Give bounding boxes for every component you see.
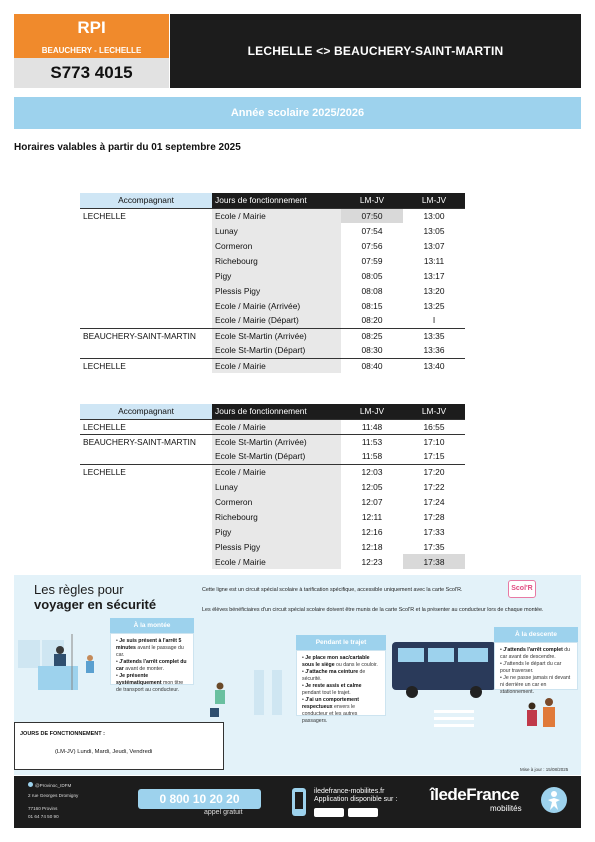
table-row: [80, 539, 465, 554]
step-trip-list: [297, 651, 385, 729]
time-cell: 12:11: [341, 509, 403, 524]
step-alighting-item: • J'attends le départ du car pour traverser.: [500, 661, 562, 674]
time-cell: 11:58: [341, 449, 403, 464]
stop-cell: Ecole St-Martin (Départ): [212, 449, 341, 464]
commune-cell: [80, 238, 212, 253]
time-cell: 11:48: [341, 419, 403, 434]
commune-cell: [80, 268, 212, 283]
step-boarding-item: • J'attends l'arrêt complet du car avant de monter.: [116, 659, 187, 672]
app-availability: Application disponible sur :: [314, 796, 398, 803]
time-cell: 17:35: [403, 539, 465, 554]
time-cell: 08:08: [341, 283, 403, 298]
table-row: [80, 419, 465, 434]
commune-cell: [80, 313, 212, 328]
contact-phone: 01 64 74 50 90: [28, 814, 59, 819]
table-row: [80, 479, 465, 494]
google-play-badge[interactable]: [314, 808, 344, 817]
stop-cell: Ecole / Mairie (Arrivée): [212, 298, 341, 313]
time-cell: 07:59: [341, 253, 403, 268]
time-cell: 17:10: [403, 434, 465, 449]
time-cell: 13:36: [403, 343, 465, 358]
free-call-note: appel gratuit: [204, 809, 243, 816]
time-cell: 12:07: [341, 494, 403, 509]
validity-text: Horaires valables à partir du 01 septembre 2025: [14, 142, 241, 153]
col-accompagnant: Accompagnant: [80, 404, 212, 419]
time-cell: 12:16: [341, 524, 403, 539]
days-legend-value: (LM-JV) Lundi, Mardi, Jeudi, Vendredi: [55, 749, 153, 755]
idfm-logo-mark: [540, 786, 568, 814]
commune-cell: [80, 554, 212, 569]
step-boarding-title: À la montée: [110, 618, 194, 633]
col-accompagnant: Accompagnant: [80, 193, 212, 208]
step-alighting-title: À la descente: [494, 627, 578, 642]
time-cell: 07:50: [341, 208, 403, 223]
free-phone-number[interactable]: 0 800 10 20 20: [138, 789, 261, 809]
rules-title-strong: voyager en sécurité: [34, 597, 157, 612]
table-row: [80, 524, 465, 539]
commune-cell: [80, 253, 212, 268]
smartphone-icon: [290, 786, 308, 818]
idfm-logo: îledeFrance: [430, 785, 519, 804]
col-days-2: LM-JV: [403, 404, 465, 419]
stop-cell: Ecole St-Martin (Arrivée): [212, 328, 341, 343]
time-cell: 08:40: [341, 358, 403, 373]
child-figure: [87, 655, 93, 661]
commune-cell: [80, 509, 212, 524]
time-cell: 13:35: [403, 328, 465, 343]
col-stop: Jours de fonctionnement: [212, 193, 341, 208]
stop-cell: Cormeron: [212, 494, 341, 509]
commune-cell: LECHELLE: [80, 419, 212, 434]
table-row: [80, 554, 465, 569]
time-cell: 13:40: [403, 358, 465, 373]
step-boarding-item: • Je présente systématiquement mon titre de transport au conducteur.: [116, 673, 184, 693]
commune-cell: [80, 524, 212, 539]
step-boarding-item: • Je suis présent à l'arrêt 5 minutes avant le passage du car.: [116, 638, 184, 658]
time-cell: 11:53: [341, 434, 403, 449]
time-cell: 13:20: [403, 283, 465, 298]
line-code: S773 4015: [14, 58, 169, 88]
table-row: [80, 238, 465, 253]
stop-cell: Ecole / Mairie: [212, 208, 341, 223]
timetable-afternoon: [80, 404, 465, 569]
route-title: LECHELLE <> BEAUCHERY-SAINT-MARTIN: [170, 14, 581, 88]
commune-cell: [80, 479, 212, 494]
rules-paragraph-1: Cette ligne est un circuit spécial scolaire à tarification spécifique, accessible uniquement avec la carte Scol'R.: [202, 587, 463, 593]
stop-cell: Ecole St-Martin (Départ): [212, 343, 341, 358]
time-cell: 17:24: [403, 494, 465, 509]
commune-cell: LECHELLE: [80, 358, 212, 373]
waiting-child: [217, 683, 224, 690]
scolr-card-logo: Scol'R: [508, 580, 536, 598]
table-row: [80, 313, 465, 328]
step-trip-title: Pendant le trajet: [296, 635, 386, 650]
col-days-2: LM-JV: [403, 193, 465, 208]
step-alighting-item: • Je ne passe jamais ni devant ni derrière un car en stationnement.: [500, 675, 571, 695]
time-cell: 08:05: [341, 268, 403, 283]
commune-cell: BEAUCHERY-SAINT-MARTIN: [80, 434, 212, 449]
table-row: [80, 223, 465, 238]
commune-cell: [80, 343, 212, 358]
address-line-2: 77160 Provins: [28, 806, 58, 811]
table-row: [80, 449, 465, 464]
stop-cell: Ecole / Mairie: [212, 419, 341, 434]
timetable-morning: [80, 193, 465, 373]
time-cell: 12:05: [341, 479, 403, 494]
rules-paragraph-2: Les élèves bénéficiaires d'un circuit spécial scolaire doivent être munis de la carte Scol'R et la présenter au conducteur lors de chaque montée.: [202, 607, 544, 613]
time-cell: 17:15: [403, 449, 465, 464]
time-cell: 08:20: [341, 313, 403, 328]
commune-cell: [80, 283, 212, 298]
network-subtitle: BEAUCHERY - LECHELLE: [41, 46, 142, 55]
step-alighting-list: [495, 643, 577, 700]
days-legend-title: JOURS DE FONCTIONNEMENT :: [20, 731, 105, 737]
col-days-1: LM-JV: [341, 404, 403, 419]
social-handle[interactable]: @Provinoc_IDFM: [28, 782, 71, 788]
time-cell: 07:54: [341, 223, 403, 238]
commune-cell: [80, 223, 212, 238]
col-days-1: LM-JV: [341, 193, 403, 208]
stop-cell: Richebourg: [212, 509, 341, 524]
commune-cell: [80, 449, 212, 464]
time-cell: 08:30: [341, 343, 403, 358]
step-trip-item: • J'ai un comportement respectueux envers le conducteur et les autres passagers.: [302, 697, 359, 724]
address-line-1: 2 rue Georges Dromigny: [28, 793, 79, 798]
table-row: [80, 509, 465, 524]
table-row: [80, 494, 465, 509]
time-cell: 17:20: [403, 464, 465, 479]
time-cell: 17:28: [403, 509, 465, 524]
step-boarding-list: [111, 634, 193, 698]
rules-title: Les règles pour: [34, 582, 124, 597]
driver-figure: [56, 646, 64, 654]
time-cell: 13:17: [403, 268, 465, 283]
days-legend: [14, 722, 224, 770]
stop-cell: Ecole / Mairie: [212, 464, 341, 479]
table-row: [80, 434, 465, 449]
stop-cell: Pigy: [212, 524, 341, 539]
commune-cell: LECHELLE: [80, 208, 212, 223]
time-cell: I: [403, 313, 465, 328]
stop-cell: Lunay: [212, 223, 341, 238]
step-boarding-box: [110, 633, 194, 693]
stop-cell: Ecole / Mairie: [212, 554, 341, 569]
network-name: RPI: [77, 18, 106, 37]
time-cell: 13:07: [403, 238, 465, 253]
table-row: [80, 253, 465, 268]
table-row: [80, 208, 465, 223]
table-row: [80, 298, 465, 313]
col-stop: Jours de fonctionnement: [212, 404, 341, 419]
stop-cell: Pigy: [212, 268, 341, 283]
stop-cell: Ecole / Mairie: [212, 358, 341, 373]
table-row: [80, 283, 465, 298]
commune-cell: [80, 298, 212, 313]
stop-cell: Ecole / Mairie (Départ): [212, 313, 341, 328]
commune-cell: [80, 494, 212, 509]
idfm-logo-subtitle: mobilités: [490, 804, 522, 813]
step-trip-item: • Je reste assis et calme pendant tout le trajet.: [302, 683, 362, 696]
commune-cell: [80, 539, 212, 554]
app-store-badge[interactable]: [348, 808, 378, 817]
time-cell: 13:25: [403, 298, 465, 313]
time-cell: 17:38: [403, 554, 465, 569]
table-row: [80, 328, 465, 343]
time-cell: 13:11: [403, 253, 465, 268]
time-cell: 08:25: [341, 328, 403, 343]
commune-cell: BEAUCHERY-SAINT-MARTIN: [80, 328, 212, 343]
time-cell: 13:00: [403, 208, 465, 223]
time-cell: 12:23: [341, 554, 403, 569]
step-alighting-item: • J'attends l'arrêt complet du car avant de descendre.: [500, 647, 571, 660]
time-cell: 16:55: [403, 419, 465, 434]
time-cell: 12:03: [341, 464, 403, 479]
stop-cell: Plessis Pigy: [212, 539, 341, 554]
time-cell: 07:56: [341, 238, 403, 253]
step-trip-item: • J'attache ma ceinture de sécurité.: [302, 669, 366, 682]
social-icon: [28, 782, 33, 787]
stop-cell: Ecole St-Martin (Arrivée): [212, 434, 341, 449]
time-cell: 08:15: [341, 298, 403, 313]
stop-cell: Lunay: [212, 479, 341, 494]
time-cell: 12:18: [341, 539, 403, 554]
time-cell: 17:22: [403, 479, 465, 494]
commune-cell: LECHELLE: [80, 464, 212, 479]
step-alighting-box: [494, 642, 578, 695]
stop-cell: Richebourg: [212, 253, 341, 268]
step-trip-box: [296, 650, 386, 724]
crosswalk: [434, 710, 474, 727]
time-cell: 17:33: [403, 524, 465, 539]
step-trip-item: • Je place mon sac/cartable sous le siège ou dans le couloir.: [302, 655, 378, 668]
network-badge: [14, 14, 169, 58]
time-cell: 13:05: [403, 223, 465, 238]
table-row: [80, 343, 465, 358]
table-row: [80, 358, 465, 373]
website-link[interactable]: iledefrance-mobilites.fr: [314, 788, 385, 795]
update-date: Mise à jour : 15/08/2025: [520, 767, 569, 772]
stop-cell: Plessis Pigy: [212, 283, 341, 298]
table-row: [80, 268, 465, 283]
stop-cell: Cormeron: [212, 238, 341, 253]
school-year-band: Année scolaire 2025/2026: [14, 97, 581, 129]
table-row: [80, 464, 465, 479]
